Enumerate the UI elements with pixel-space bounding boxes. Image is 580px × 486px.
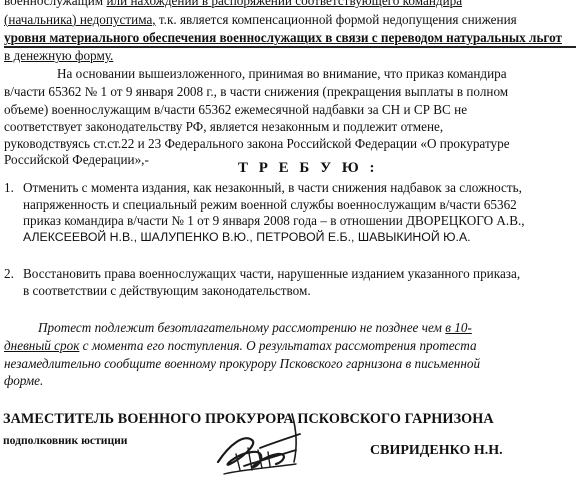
item-2-line-1: Восстановить права военнослужащих части, нарушенные изданием указанного приказа, [23, 266, 521, 281]
handwritten-signature [200, 404, 310, 486]
top-line-2-underlined: (начальника) недопустима, [4, 12, 156, 27]
item-1-line-2: напряженность и специальный режим военной службы военнослужащим в/части 65362 [23, 197, 517, 212]
item-1-number: 1. [4, 180, 14, 195]
signatory-position: ЗАМЕСТИТЕЛЬ ВОЕННОГО ПРОКУРОРА ПСКОВСКОГО ГАРНИЗОНА [3, 411, 494, 427]
signatory-name: СВИРИДЕНКО Н.Н. [370, 443, 503, 458]
basis-line-2: в/части 65362 № 1 от 9 января 2008 г., в части снижения (прекращения выплаты в полном [4, 84, 509, 99]
top-line-1-prefix: военнослужащим [4, 0, 107, 8]
demand-title: Т Р Е Б У Ю : [238, 160, 378, 176]
protest-line-1 [38, 320, 472, 335]
item-1-line-1: Отменить с момента издания, как незаконный, в части снижения надбавок за сложность, [23, 180, 522, 195]
item-1-line-3: приказ командира в/части № 1 от 9 января 2008 года – в отношении ДВОРЕЦКОГО А.В., [23, 213, 525, 228]
top-line-1-underlined: или нахождении в распоряжении соответствующего командира [106, 0, 463, 8]
item-2-line-2: в соответствии с действующим законодательством. [23, 283, 311, 298]
top-line-4-underlined: в денежную форму. [4, 48, 114, 63]
top-line-3 [4, 30, 562, 45]
basis-line-3: объеме) военнослужащим в/части 65362 ежемесячной надбавки за СН и СР ВС не [4, 102, 468, 117]
protest-line-1-text: Протест подлежит безотлагательному рассмотрению не позднее чем [38, 320, 446, 335]
basis-line-5: руководствуясь ст.ст.22 и 23 Федерального закона Российской Федерации «О прокуратуре [4, 136, 510, 151]
top-line-3-underlined: уровня материального обеспечения военнослужащих в связи с переводом натуральных льгот [4, 30, 562, 45]
item-1-line-4: АЛЕКСЕЕВОЙ Н.В., ШАЛУПЕНКО В.Ю., ПЕТРОВОЙ Е.Б., ШАВЫКИНОЙ Ю.А. [23, 230, 471, 244]
protest-line-2 [4, 338, 477, 353]
signatory-rank: подполковник юстиции [3, 434, 128, 447]
basis-line-6: Российской Федерации»,- [4, 152, 149, 167]
item-2-number: 2. [4, 266, 14, 281]
basis-line-1: На основании вышеизложенного, принимая во внимание, что приказ командира [57, 66, 507, 81]
protest-line-2-text: с момента его поступления. О результатах рассмотрения протеста [79, 338, 477, 353]
top-line-3-rule [4, 46, 576, 48]
top-line-2-text: т.к. является компенсационной формой недопущения снижения [155, 12, 517, 27]
protest-deadline-part-1: в 10- [445, 320, 472, 335]
protest-line-4: форме. [4, 373, 44, 388]
basis-line-4: соответствует законодательству РФ, является незаконным и подлежит отмене, [4, 119, 444, 134]
top-line-4 [4, 48, 113, 63]
protest-line-3: незамедлительно сообщите военному прокурору Псковского гарнизона в письменной [4, 356, 481, 371]
protest-deadline-part-2: дневный срок [4, 338, 80, 353]
top-line-2 [4, 12, 517, 27]
top-line-1 [4, 0, 462, 8]
